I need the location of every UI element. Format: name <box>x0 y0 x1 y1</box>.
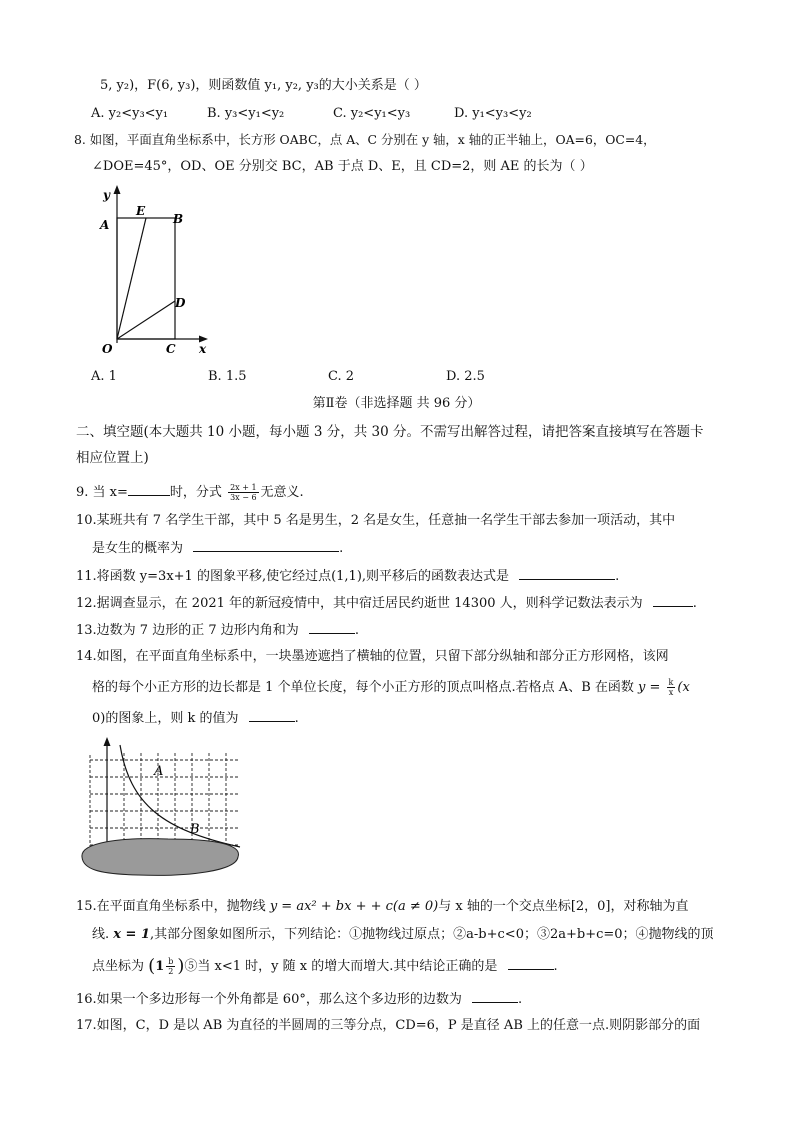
q15-formula: y = ax² + bx + + c(a ≠ 0) <box>269 899 439 914</box>
q12-post: . <box>692 596 697 611</box>
q8-label-o: O <box>102 342 113 356</box>
q14-figure <box>78 735 243 880</box>
q10-line2-pre: 是女生的概率为 <box>92 541 184 556</box>
q12-pre: 12.据调查显示，在 2021 年的新冠疫情中，其中宿迁居民约逝世 14300 人，则科学记数法表示为 <box>76 596 643 611</box>
q14-line2 <box>92 678 690 697</box>
q15-line3-post: ⑤当 x<1 时，y 随 x 的增大而增大.其中结论正确的是 <box>184 959 498 974</box>
q15-vertex-numerator: b <box>168 957 174 966</box>
q9-post: 无意义. <box>260 485 304 500</box>
q8-label-c: C <box>166 342 176 356</box>
q8-option-b: B. 1.5 <box>208 369 247 384</box>
q14-func-fraction <box>667 678 676 697</box>
q13-pre: 13.边数为 7 边形的正 7 边形内角和为 <box>76 623 299 638</box>
q13-post: . <box>354 623 360 638</box>
q13-answer-blank[interactable] <box>309 620 355 634</box>
q11 <box>76 566 619 586</box>
q14-line3 <box>92 708 299 728</box>
q14-label-a: A <box>154 764 164 779</box>
q7-text: 5, y₂)，F(6, y₃)，则函数值 y₁, y₂, y₃的大小关系是（ ） <box>100 78 427 93</box>
part2-heading-line2: 相应位置上) <box>76 450 149 466</box>
q11-post: . <box>615 569 620 584</box>
q8-label-x: x <box>199 342 207 356</box>
q9-fraction <box>228 483 258 502</box>
q10-answer-blank[interactable] <box>193 538 339 552</box>
q15-line2 <box>92 926 714 944</box>
q8-label-y: y <box>103 188 110 202</box>
q8-label-a: A <box>100 218 110 232</box>
part2-heading-line1: 二、填空题(本大题共 10 小题，每小题 3 分，共 30 分。不需写出解答过程，请把答案直接填写在答题卡 <box>76 424 704 440</box>
q14-answer-blank[interactable] <box>249 708 295 722</box>
q9-pre: 9. 当 x= <box>76 485 128 500</box>
q15-line1-post: 与 x 轴的一个交点坐标[2，0]，对称轴为直 <box>438 899 689 914</box>
q14-func-tail: (x <box>677 680 690 695</box>
q7-option-d: D. y₁<y₃<y₂ <box>454 106 532 121</box>
q13 <box>76 620 359 640</box>
q15-vertex-fraction <box>166 957 175 976</box>
q11-pre: 11.将函数 y=3x+1 的图象平移,使它经过点(1,1),则平移后的函数表达式是 <box>76 569 510 584</box>
q12-answer-blank[interactable] <box>653 593 693 607</box>
q12 <box>76 593 697 613</box>
q8-option-c: C. 2 <box>328 369 355 384</box>
q8-label-d: D <box>175 296 186 310</box>
q15-line3-pre: 点坐标为 <box>92 959 145 974</box>
q16 <box>76 989 522 1009</box>
q15-line3: 点坐标为 (1 $\frac{b}{2}$ )⑤当 x<1 时，y 随 x 的增大而增大.其中结论正确的是 . <box>92 955 558 977</box>
q10-line1: 10.某班共有 7 名学生干部，其中 5 名是男生，2 名是女生，任意抽一名学生干部去参加一项活动，其中 <box>76 513 676 528</box>
q14-line2-pre: 格的每个小正方形的边长都是 1 个单位长度，每个小正方形的顶点叫格点.若格点 A、B 在函数 <box>92 680 634 695</box>
q15-answer-blank[interactable] <box>508 956 554 970</box>
q8-figure <box>95 183 220 358</box>
q16-post: . <box>518 992 523 1007</box>
q14-line3-pre: 0)的图象上，则 k 的值为 <box>92 711 239 726</box>
q9-mid: 时，分式 <box>169 485 222 500</box>
q8-option-a: A. 1 <box>91 369 117 384</box>
q9 <box>76 482 304 502</box>
q15-line1 <box>76 898 689 916</box>
q8-label-e: E <box>136 204 146 218</box>
q14-func-y: y = <box>638 680 661 695</box>
q7-option-b: B. y₃<y₁<y₂ <box>207 106 285 121</box>
q14-func-denominator: x <box>668 688 674 697</box>
q8-line2: ∠DOE=45°，OD、OE 分别交 BC，AB 于点 D、E，且 CD=2，则 AE 的长为（ ） <box>92 159 593 174</box>
q15-line2-post: ,其部分图象如图所示，下列结论：①抛物线过原点；②a-b+c<0；③2a+b+c=0；④抛物线的顶 <box>150 927 714 942</box>
q15-vertex-denominator: 2 <box>168 967 174 976</box>
q15-line2-pre: 线. <box>92 927 110 942</box>
q14-line1: 14.如图，在平面直角坐标系中，一块墨迹遮挡了横轴的位置，只留下部分纵轴和部分正方形网格，该网 <box>76 649 669 664</box>
q9-fraction-denominator: 3x − 6 <box>230 493 257 502</box>
q14-label-b: B <box>190 822 200 837</box>
q10-line2 <box>92 538 343 558</box>
q7-option-c: C. y₂<y₁<y₃ <box>333 106 411 121</box>
q8-option-d: D. 2.5 <box>446 369 485 384</box>
q8-line1: 8. 如图，平面直角坐标系中，长方形 OABC，点 A、C 分别在 y 轴，x 轴的正半轴上，OA=6，OC=4， <box>74 132 656 147</box>
q15-line1-pre: 15.在平面直角坐标系中，抛物线 <box>76 899 266 914</box>
q10-line2-post: . <box>339 541 344 556</box>
q15-axis-eq: x = 1 <box>113 927 151 942</box>
section-title: 第Ⅱ卷（非选择题 共 96 分） <box>312 396 481 411</box>
q9-answer-blank[interactable] <box>128 482 170 496</box>
q14-func-numerator: k <box>668 678 674 687</box>
q8-label-b: B <box>173 212 184 226</box>
q17-line1: 17.如图，C，D 是以 AB 为直径的半圆周的三等分点，CD=6，P 是直径 AB 上的任意一点.则阴影部分的面 <box>76 1018 701 1033</box>
q16-answer-blank[interactable] <box>472 989 518 1003</box>
q15-line3-end: . <box>553 959 558 974</box>
q11-answer-blank[interactable] <box>519 566 615 580</box>
q14-line3-post: . <box>294 711 299 726</box>
q7-option-a: A. y₂<y₃<y₁ <box>91 106 169 121</box>
q16-pre: 16.如果一个多边形每一个外角都是 60°，那么这个多边形的边数为 <box>76 992 462 1007</box>
q9-fraction-numerator: 2x + 1 <box>230 483 257 492</box>
